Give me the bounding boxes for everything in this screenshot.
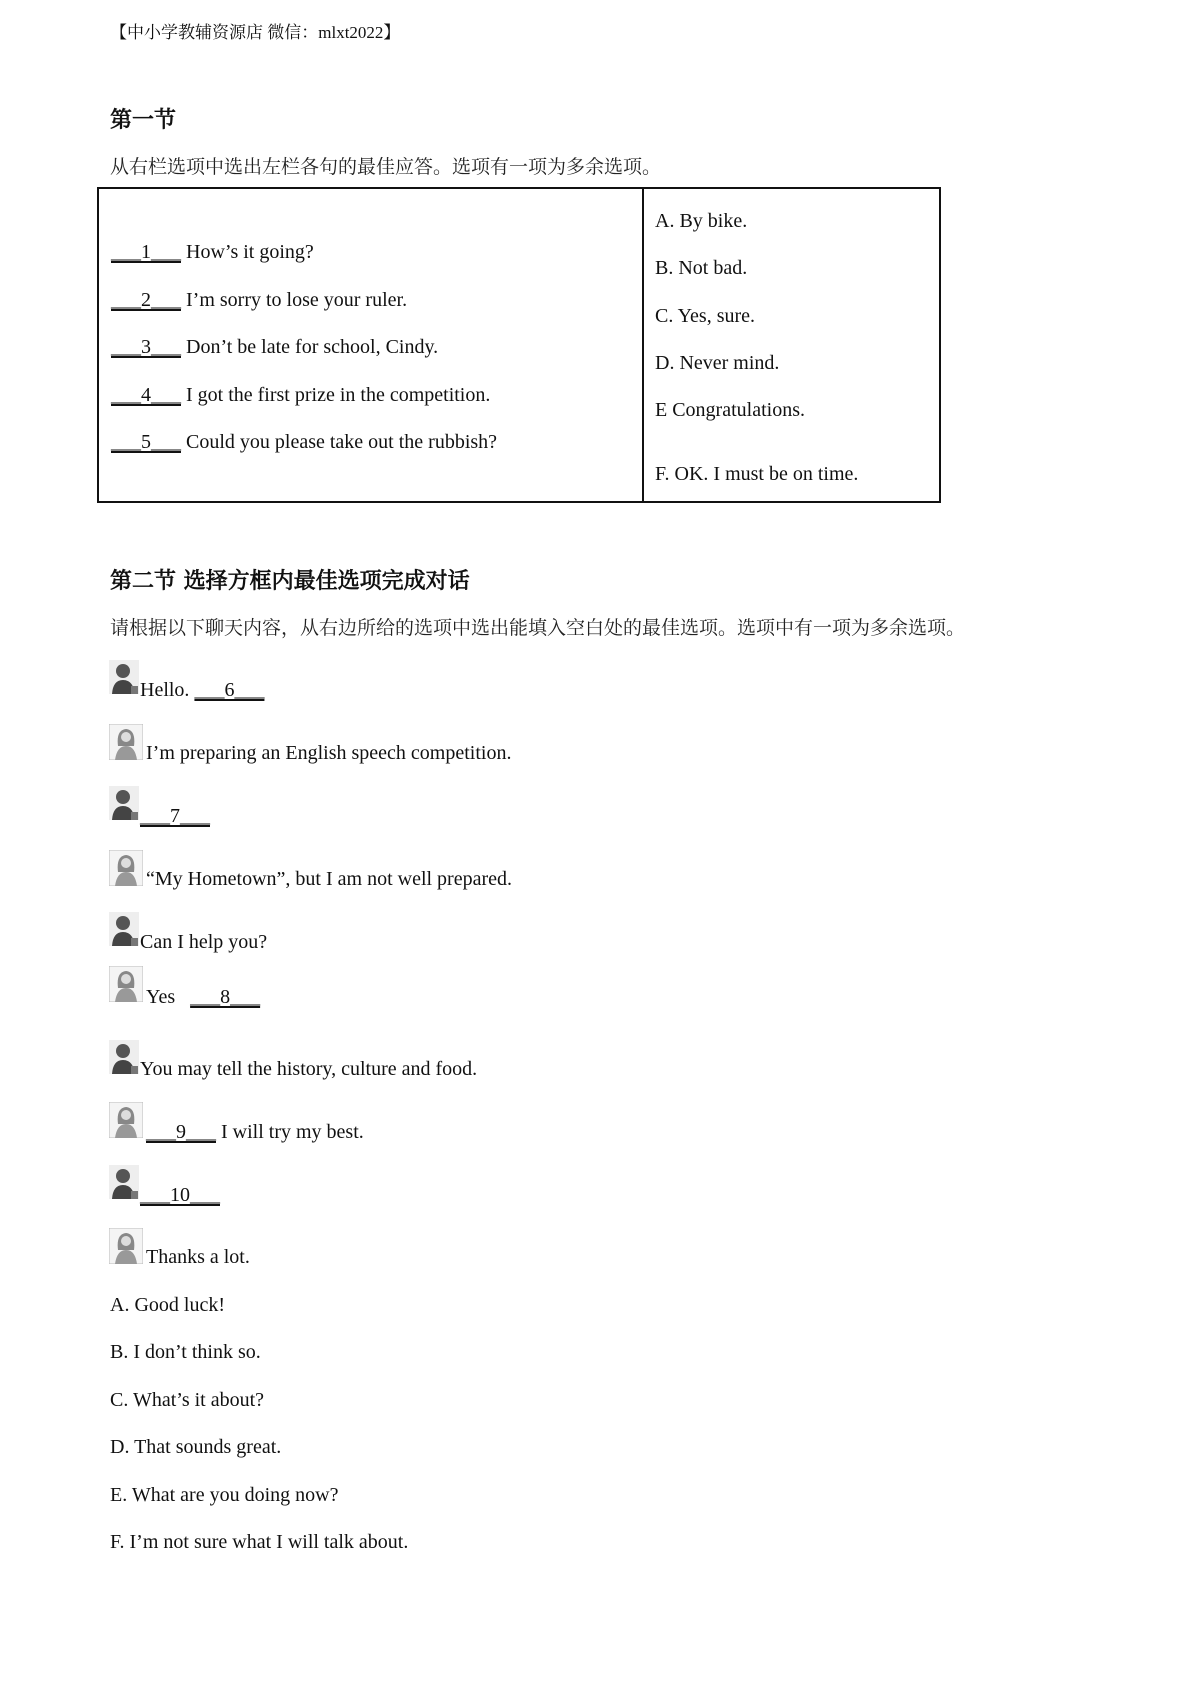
right-option-d: D. Never mind. [655,352,780,374]
page-header: 【中小学教辅资源店 微信：mlxt2022】 [110,23,401,42]
boy-avatar-icon [109,660,139,694]
left-item-1: ___1___ How’s it going? [111,241,314,263]
option-f: F. I’m not sure what I will talk about. [110,1531,409,1553]
section1-instruction: 从右栏选项中选出左栏各句的最佳应答。选项有一项为多余选项。 [110,156,662,178]
section2-title: 第二节 选择方框内最佳选项完成对话 [110,569,470,594]
left-item-2: ___2___ I’m sorry to lose your ruler. [111,289,408,311]
right-option-c: C. Yes, sure. [655,305,756,327]
left-item-4: ___4___ I got the first prize in the competition. [111,384,491,406]
dialogue-line-3: ___7___ [140,805,210,827]
girl-avatar-icon [109,1228,143,1264]
boy-avatar-icon [109,1040,139,1074]
girl-avatar-icon [109,850,143,886]
right-option-f: F. OK. I must be on time. [655,463,859,485]
girl-avatar-icon [109,966,143,1002]
left-item-3: ___3___ Don’t be late for school, Cindy. [111,336,439,358]
section2-instruction: 请根据以下聊天内容，从右边所给的选项中选出能填入空白处的最佳选项。选项中有一项为多余选项。 [110,617,966,639]
option-b: B. I don’t think so. [110,1341,261,1363]
dialogue-line-2: I’m preparing an English speech competition. [146,742,512,764]
option-e: E. What are you doing now? [110,1484,339,1506]
right-option-e: E Congratulations. [655,399,805,421]
right-option-a: A. By bike. [655,210,748,232]
option-a: A. Good luck! [110,1294,225,1316]
section1-title: 第一节 [110,108,177,133]
dialogue-line-6: Yes ___8___ [146,986,261,1008]
girl-avatar-icon [109,1102,143,1138]
boy-avatar-icon [109,912,139,946]
dialogue-line-1: Hello. ___6___ [140,679,265,701]
dialogue-line-4: “My Hometown”, but I am not well prepared. [146,868,513,890]
boy-avatar-icon [109,786,139,820]
dialogue-line-9: ___10___ [140,1184,220,1206]
dialogue-line-5: Can I help you? [140,931,268,953]
matching-table [97,187,941,503]
table-divider [642,189,644,501]
boy-avatar-icon [109,1165,139,1199]
left-item-5: ___5___ Could you please take out the rubbish? [111,431,498,453]
girl-avatar-icon [109,724,143,760]
dialogue-line-10: Thanks a lot. [146,1246,250,1268]
dialogue-line-8: ___9___ I will try my best. [146,1121,364,1143]
dialogue-line-7: You may tell the history, culture and food. [140,1058,478,1080]
option-c: C. What’s it about? [110,1389,265,1411]
right-option-b: B. Not bad. [655,257,748,279]
option-d: D. That sounds great. [110,1436,282,1458]
